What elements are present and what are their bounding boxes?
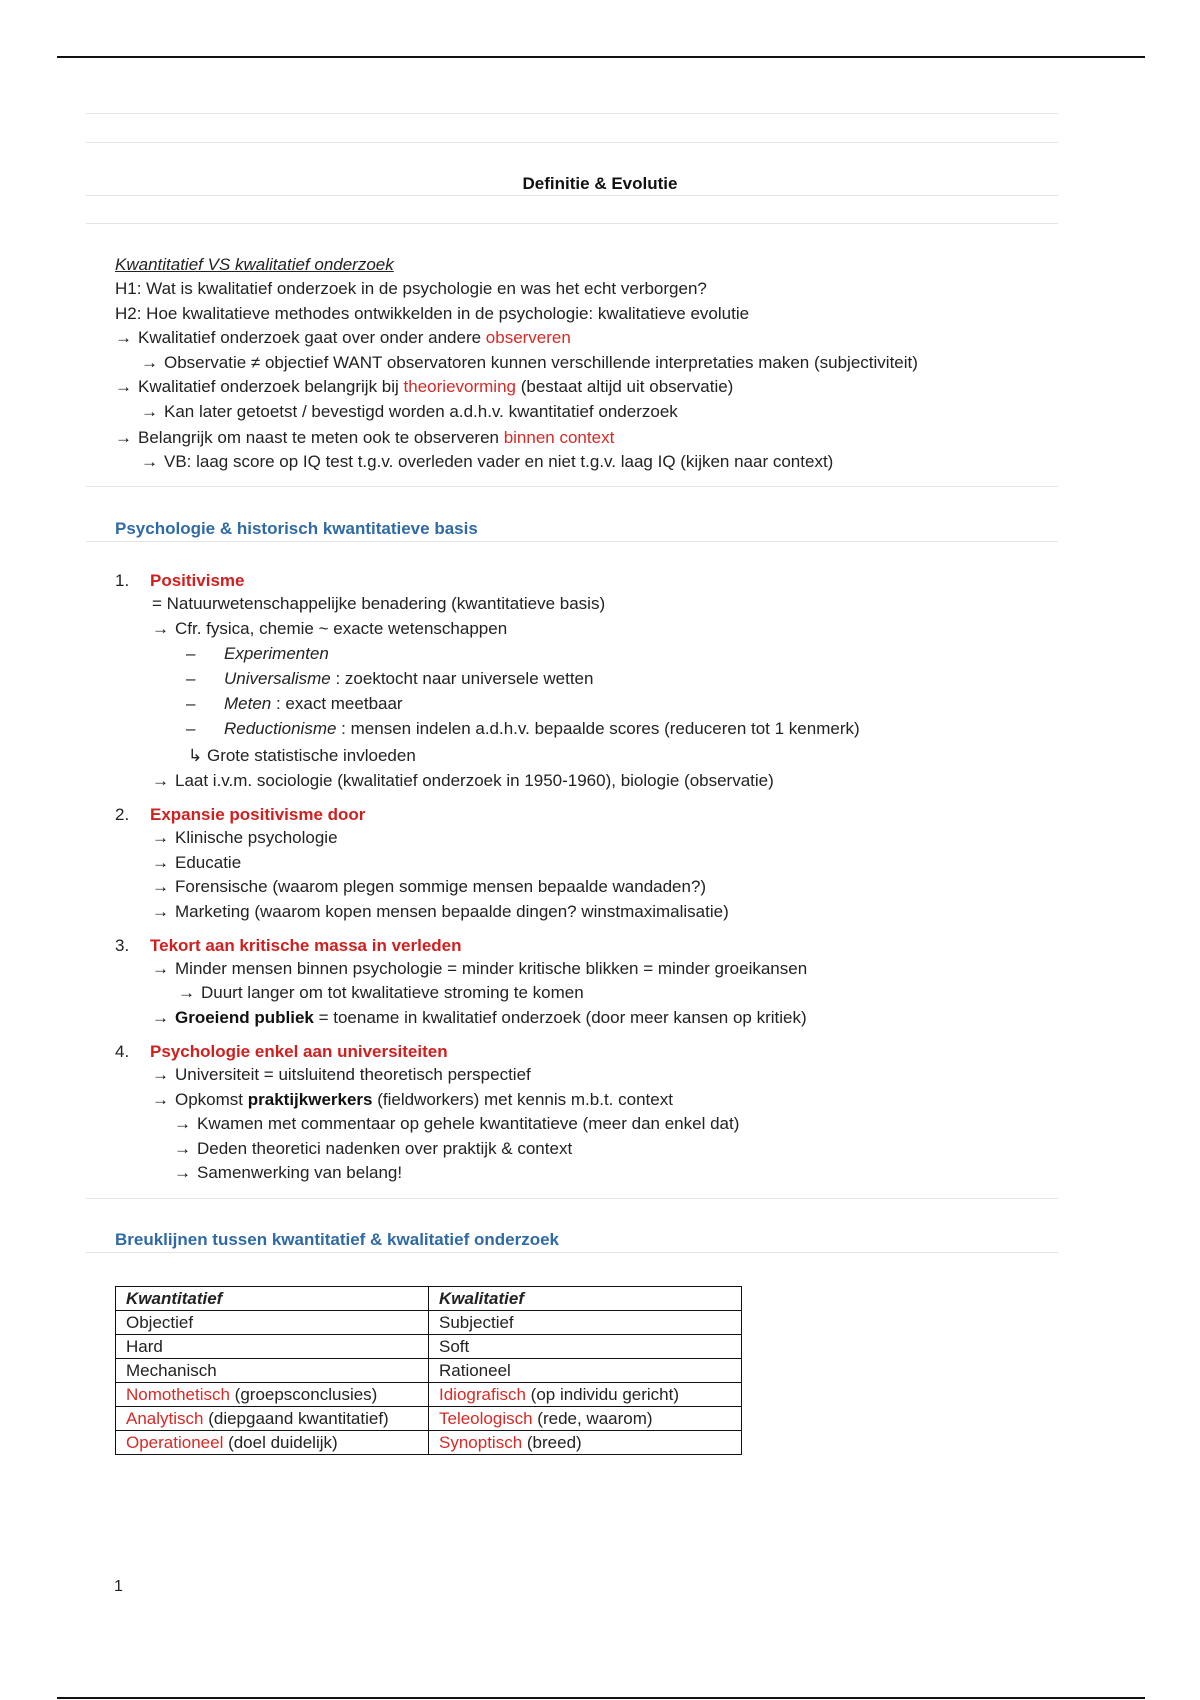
item1-sub: ↳ Grote statistische invloeden: [188, 746, 416, 765]
item1-bullet-3: – Meten : exact meetbaar: [186, 694, 403, 713]
page-number: 1: [114, 1578, 123, 1595]
table-cell: Soft: [429, 1335, 742, 1359]
table-cell: Subjectief: [429, 1311, 742, 1335]
arrow-icon: →: [115, 428, 132, 447]
arrow-icon: →: [141, 402, 158, 421]
intro-line-6: → VB: laag score op IQ test t.g.v. overleden vader en niet t.g.v. laag IQ (kijken naar context): [141, 452, 834, 471]
item4-line-e: → Samenwerking van belang!: [174, 1163, 403, 1182]
item4-line-a: → Universiteit = uitsluitend theoretisch perspectief: [152, 1065, 531, 1084]
table-row: [116, 1407, 742, 1431]
item4-title: Psychologie enkel aan universiteiten: [150, 1042, 448, 1061]
item1-bullet-4: – Reductionisme : mensen indelen a.d.h.v. bepaalde scores (reduceren tot 1 kenmerk): [186, 719, 860, 738]
item4-line-d: → Deden theoretici nadenken over praktijk & context: [174, 1139, 573, 1158]
intro-heading: Kwantitatief VS kwalitatief onderzoek: [115, 255, 394, 274]
item1-late: → Laat i.v.m. sociologie (kwalitatief onderzoek in 1950-1960), biologie (observatie): [152, 771, 774, 790]
title-divider-2: [86, 223, 1058, 224]
arrow-icon: →: [152, 902, 169, 921]
item1-definition: = Natuurwetenschappelijke benadering (kwantitatieve basis): [152, 594, 606, 613]
arrow-icon: →: [152, 1065, 169, 1084]
intro-line-2: → Observatie ≠ objectief WANT observatoren kunnen verschillende interpretaties maken (subjectiviteit): [141, 353, 918, 372]
item4-line-c: → Kwamen met commentaar op gehele kwantitatieve (meer dan enkel dat): [174, 1114, 740, 1133]
arrow-icon: →: [141, 452, 158, 471]
item2-line-a: → Klinische psychologie: [152, 828, 338, 847]
arrow-icon: →: [152, 853, 169, 872]
arrow-icon: →: [152, 771, 169, 790]
item1-bullet-1: – Experimenten: [186, 644, 329, 663]
arrow-icon: →: [152, 877, 169, 896]
table-row: [116, 1359, 742, 1383]
page-title: Definitie & Evolutie: [522, 174, 678, 193]
item2-line-b: → Educatie: [152, 853, 242, 872]
title-divider-1: [86, 195, 1058, 196]
arrow-icon: →: [152, 828, 169, 847]
item1-bullet-2: – Universalisme : zoektocht naar universele wetten: [186, 669, 594, 688]
item2-line-d: → Marketing (waarom kopen mensen bepaalde dingen? winstmaximalisatie): [152, 902, 729, 921]
intro-line-4: → Kan later getoetst / bevestigd worden a.d.h.v. kwantitatief onderzoek: [141, 402, 678, 421]
page-bottom-rule: [57, 1697, 1145, 1699]
dash-bullet: –: [186, 694, 196, 713]
table-row: [116, 1311, 742, 1335]
arrow-icon: →: [174, 1139, 191, 1158]
arrow-icon: →: [115, 377, 132, 396]
dash-bullet: –: [186, 644, 196, 663]
arrow-icon: →: [152, 619, 169, 638]
table-cell: Mechanisch: [116, 1359, 429, 1383]
section2-heading: Breuklijnen tussen kwantitatief & kwalitatief onderzoek: [115, 1230, 559, 1249]
arrow-icon: →: [174, 1163, 191, 1182]
item3-number: 3.: [115, 936, 130, 955]
section2-divider: [86, 1252, 1058, 1253]
section1-heading: Psychologie & historisch kwantitatieve basis: [115, 519, 478, 538]
intro-divider: [86, 486, 1058, 487]
item3-line-c: → Groeiend publiek = toename in kwalitatief onderzoek (door meer kansen op kritiek): [152, 1008, 807, 1027]
arrow-icon: →: [152, 1008, 169, 1027]
item2-title: Expansie positivisme door: [150, 805, 366, 824]
item3-title: Tekort aan kritische massa in verleden: [150, 936, 462, 955]
header-divider-1: [86, 113, 1058, 114]
table-cell: Nomothetisch (groepsconclusies): [116, 1383, 429, 1407]
intro-h1: H1: Wat is kwalitatief onderzoek in de psychologie en was het echt verborgen?: [115, 279, 707, 298]
intro-line-1: → Kwalitatief onderzoek gaat over onder andere observeren: [115, 328, 571, 347]
arrow-icon: →: [152, 1090, 169, 1109]
item1-number: 1.: [115, 571, 130, 590]
section1-end-divider: [86, 1198, 1058, 1199]
intro-h2: H2: Hoe kwalitatieve methodes ontwikkelden in de psychologie: kwalitatieve evolutie: [115, 304, 750, 323]
table-header-kwantitatief: Kwantitatief: [116, 1287, 429, 1311]
table-cell: Synoptisch (breed): [429, 1431, 742, 1455]
item4-line-b: → Opkomst praktijkwerkers (fieldworkers) met kennis m.b.t. context: [152, 1090, 673, 1109]
intro-line-5: → Belangrijk om naast te meten ook te observeren binnen context: [115, 428, 615, 447]
item2-line-c: → Forensische (waarom plegen sommige mensen bepaalde wandaden?): [152, 877, 707, 896]
intro-line-3: → Kwalitatief onderzoek belangrijk bij theorievorming (bestaat altijd uit observatie): [115, 377, 734, 396]
table-cell: Hard: [116, 1335, 429, 1359]
table-cell: Analytisch (diepgaand kwantitatief): [116, 1407, 429, 1431]
table-cell: Teleologisch (rede, waarom): [429, 1407, 742, 1431]
table-header-row: [116, 1287, 742, 1311]
dash-bullet: –: [186, 719, 196, 738]
table-row: [116, 1383, 742, 1407]
table-row: [116, 1431, 742, 1455]
table-cell: Objectief: [116, 1311, 429, 1335]
item3-line-a: → Minder mensen binnen psychologie = minder kritische blikken = minder groeikansen: [152, 959, 808, 978]
arrow-icon: →: [115, 328, 132, 347]
table-cell: Rationeel: [429, 1359, 742, 1383]
section1-divider: [86, 541, 1058, 542]
item4-number: 4.: [115, 1042, 130, 1061]
table-row: [116, 1335, 742, 1359]
item1-title: Positivisme: [150, 571, 245, 590]
comparison-table: [115, 1286, 742, 1455]
table-cell: Operationeel (doel duidelijk): [116, 1431, 429, 1455]
item3-line-b: → Duurt langer om tot kwalitatieve stroming te komen: [178, 983, 584, 1002]
arrow-icon: →: [174, 1114, 191, 1133]
dash-bullet: –: [186, 669, 196, 688]
header-divider-2: [86, 142, 1058, 143]
item1-cfr: → Cfr. fysica, chemie ~ exacte wetenschappen: [152, 619, 508, 638]
page-top-rule: [57, 56, 1145, 58]
table-cell: Idiografisch (op individu gericht): [429, 1383, 742, 1407]
arrow-icon: →: [178, 983, 195, 1002]
arrow-icon: →: [152, 959, 169, 978]
item2-number: 2.: [115, 805, 130, 824]
table-header-kwalitatief: Kwalitatief: [429, 1287, 742, 1311]
arrow-icon: →: [141, 353, 158, 372]
